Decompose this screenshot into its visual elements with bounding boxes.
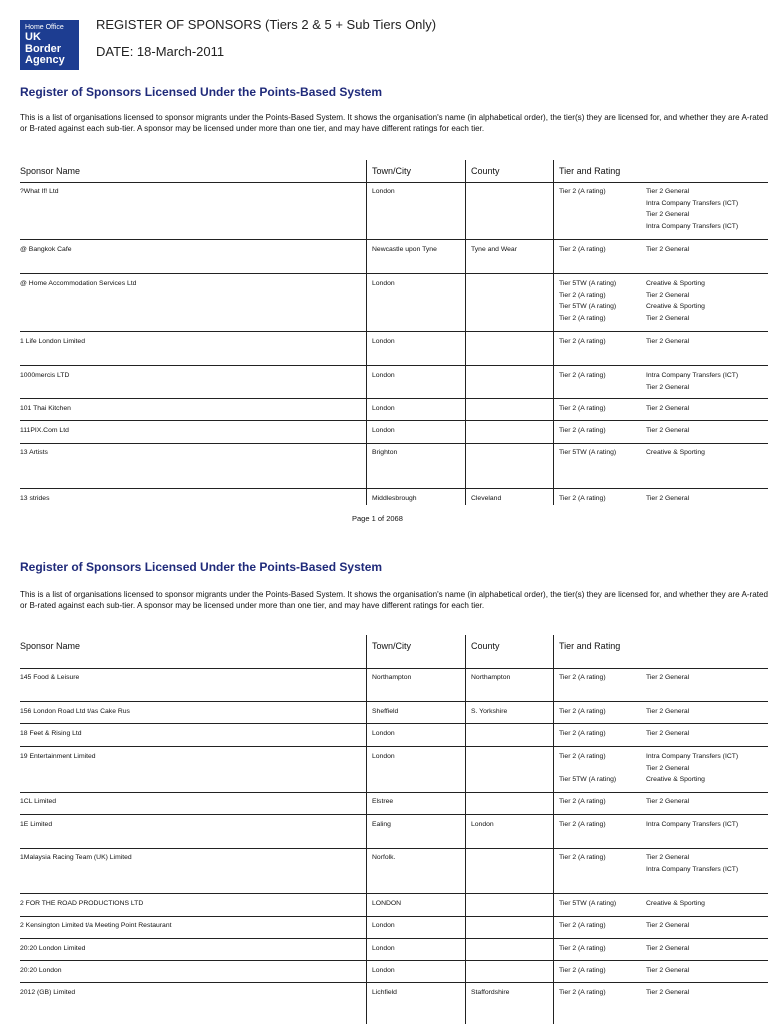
town-city: Elstree xyxy=(372,798,394,805)
column-divider xyxy=(366,635,367,1024)
town-city: Brighton xyxy=(372,449,398,456)
tier-rating: Tier 2 (A rating) xyxy=(559,945,606,952)
tier-rating: Tier 2 (A rating) xyxy=(559,246,606,253)
tier-rating: Tier 2 (A rating) xyxy=(559,821,606,828)
row-divider xyxy=(20,668,768,669)
register-title: REGISTER OF SPONSORS (Tiers 2 & 5 + Sub Tiers Only) xyxy=(96,17,437,32)
sponsor-name: 20:20 London xyxy=(20,967,62,974)
sub-tier: Tier 2 General xyxy=(646,427,690,434)
sponsor-name: @ Bangkok Cafe xyxy=(20,246,72,253)
town-city: London xyxy=(372,280,395,287)
sponsor-name: 111PIX.Com Ltd xyxy=(20,427,69,434)
tier-rating: Tier 2 (A rating) xyxy=(559,188,606,195)
column-header-town-city: Town/City xyxy=(372,641,412,651)
column-header-town-city: Town/City xyxy=(372,166,412,176)
town-city: LONDON xyxy=(372,900,402,907)
column-header-sponsor-name: Sponsor Name xyxy=(20,166,81,176)
sub-tier: Creative & Sporting xyxy=(646,900,705,907)
sponsor-name: 18 Feet & Rising Ltd xyxy=(20,730,82,737)
sponsor-name: 2 FOR THE ROAD PRODUCTIONS LTD xyxy=(20,900,144,907)
tier-rating: Tier 2 (A rating) xyxy=(559,495,606,502)
sub-tier: Tier 2 General xyxy=(646,989,690,996)
sub-tier: Creative & Sporting xyxy=(646,449,705,456)
row-divider xyxy=(20,982,768,983)
row-divider xyxy=(20,792,768,793)
column-divider xyxy=(553,635,554,1024)
sub-tier: Tier 2 General xyxy=(646,798,690,805)
sponsor-name: ?What If! Ltd xyxy=(20,188,59,195)
county: London xyxy=(471,821,494,828)
row-divider xyxy=(20,488,768,489)
town-city: Northampton xyxy=(372,674,412,681)
sponsor-name: 156 London Road Ltd t/as Cake Rus xyxy=(20,708,130,715)
town-city: Ealing xyxy=(372,821,391,828)
sub-tier: Tier 2 General xyxy=(646,405,690,412)
row-divider xyxy=(20,916,768,917)
row-divider xyxy=(20,420,768,421)
row-divider xyxy=(20,746,768,747)
row-divider xyxy=(20,273,768,274)
logo-line-uk-border: UK Border xyxy=(25,31,62,55)
row-divider xyxy=(20,848,768,849)
tier-rating: Tier 2 (A rating) xyxy=(559,967,606,974)
sub-tier: Intra Company Transfers (ICT) xyxy=(646,821,739,828)
tier-rating: Tier 2 (A rating) xyxy=(559,405,606,412)
sponsor-name: 1Malaysia Racing Team (UK) Limited xyxy=(20,854,132,861)
tier-rating: Tier 5TW (A rating) xyxy=(559,449,617,456)
row-divider xyxy=(20,365,768,366)
section-title: Register of Sponsors Licensed Under the Points-Based System xyxy=(20,560,383,574)
county: Cleveland xyxy=(471,495,502,502)
column-header-sponsor-name: Sponsor Name xyxy=(20,641,81,651)
row-divider xyxy=(20,331,768,332)
register-date: DATE: 18-March-2011 xyxy=(96,44,225,59)
sub-tier: Tier 2 General xyxy=(646,246,690,253)
tier-rating: Tier 2 (A rating) xyxy=(559,922,606,929)
column-divider xyxy=(465,160,466,505)
row-divider xyxy=(20,239,768,240)
tier-rating: Tier 2 (A rating) xyxy=(559,338,606,345)
column-header-county: County xyxy=(471,166,500,176)
sub-tier: Tier 2 General xyxy=(646,945,690,952)
sponsor-name: 2012 (GB) Limited xyxy=(20,989,76,996)
sponsor-name: 1E Limited xyxy=(20,821,53,828)
sponsor-name: 20:20 London Limited xyxy=(20,945,86,952)
town-city: London xyxy=(372,945,395,952)
sub-tier: Tier 2 General xyxy=(646,674,690,681)
sub-tier: Intra Company Transfers (ICT) Tier 2 General Creative & Sporting xyxy=(646,753,739,783)
column-header-tier-and-rating: Tier and Rating xyxy=(559,166,621,176)
logo-line-agency: Agency xyxy=(25,54,65,66)
town-city: Middlesbrough xyxy=(372,495,417,502)
column-header-tier-and-rating: Tier and Rating xyxy=(559,641,621,651)
town-city: London xyxy=(372,967,395,974)
town-city: Newcastle upon Tyne xyxy=(372,246,437,253)
row-divider xyxy=(20,398,768,399)
row-divider xyxy=(20,182,768,183)
intro-paragraph: This is a list of organisations licensed to sponsor migrants under the Points-Based System. It shows the organisation's name (in alphabetical order), the tier(s) they are licensed for, and whether they are A-rated or B-rated against each sub-tier. A sponsor may be licensed under more than one tier, and may have different ratings for each tier. xyxy=(20,113,768,134)
sub-tier: Tier 2 General xyxy=(646,730,690,737)
logo-line-home-office: Home Office xyxy=(25,24,64,31)
sponsor-name: 13 strides xyxy=(20,495,50,502)
town-city: London xyxy=(372,922,395,929)
row-divider xyxy=(20,938,768,939)
sub-tier: Tier 2 General xyxy=(646,338,690,345)
sub-tier: Tier 2 General xyxy=(646,922,690,929)
tier-rating: Tier 2 (A rating) xyxy=(559,708,606,715)
sponsor-name: 19 Entertainment Limited xyxy=(20,753,96,760)
row-divider xyxy=(20,960,768,961)
tier-rating: Tier 2 (A rating) xyxy=(559,372,606,379)
tier-rating: Tier 5TW (A rating) Tier 2 (A rating) Tier 5TW (A rating) Tier 2 (A rating) xyxy=(559,280,617,322)
sub-tier: Tier 2 General Intra Company Transfers (ICT) Tier 2 General Intra Company Transfers (ICT) xyxy=(646,188,739,230)
town-city: Norfolk. xyxy=(372,854,396,861)
county: Staffordshire xyxy=(471,989,510,996)
sponsor-name: 1CL Limited xyxy=(20,798,57,805)
column-divider xyxy=(465,635,466,1024)
tier-rating: Tier 2 (A rating) xyxy=(559,854,606,861)
sub-tier: Tier 2 General xyxy=(646,708,690,715)
page-number: Page 1 of 2068 xyxy=(352,514,403,523)
sub-tier: Tier 2 General xyxy=(646,495,690,502)
intro-paragraph: This is a list of organisations licensed to sponsor migrants under the Points-Based System. It shows the organisation's name (in alphabetical order), the tier(s) they are licensed for, and whether they are A-rated or B-rated against each sub-tier. A sponsor may be licensed under more than one tier, and may have different ratings for each tier. xyxy=(20,590,768,611)
town-city: London xyxy=(372,372,395,379)
county: S. Yorkshire xyxy=(471,708,508,715)
county: Tyne and Wear xyxy=(471,246,517,253)
uk-border-agency-logo xyxy=(20,20,79,70)
town-city: London xyxy=(372,405,395,412)
sponsor-name: @ Home Accommodation Services Ltd xyxy=(20,280,137,287)
tier-rating: Tier 2 (A rating) xyxy=(559,730,606,737)
tier-rating: Tier 2 (A rating) xyxy=(559,798,606,805)
column-divider xyxy=(553,160,554,505)
town-city: Lichfield xyxy=(372,989,397,996)
county: Northampton xyxy=(471,674,511,681)
column-divider xyxy=(366,160,367,505)
sub-tier: Intra Company Transfers (ICT) Tier 2 General xyxy=(646,372,739,391)
town-city: London xyxy=(372,338,395,345)
sponsor-name: 1000mercis LTD xyxy=(20,372,70,379)
town-city: London xyxy=(372,188,395,195)
row-divider xyxy=(20,814,768,815)
sponsor-name: 101 Thai Kitchen xyxy=(20,405,71,412)
tier-rating: Tier 2 (A rating) xyxy=(559,674,606,681)
sub-tier: Creative & Sporting Tier 2 General Creative & Sporting Tier 2 General xyxy=(646,280,705,322)
sponsor-name: 145 Food & Leisure xyxy=(20,674,80,681)
tier-rating: Tier 5TW (A rating) xyxy=(559,900,617,907)
town-city: London xyxy=(372,427,395,434)
sponsor-name: 13 Artists xyxy=(20,449,48,456)
row-divider xyxy=(20,443,768,444)
sponsor-name: 2 Kensington Limited t/a Meeting Point Restaurant xyxy=(20,922,172,929)
row-divider xyxy=(20,701,768,702)
town-city: London xyxy=(372,753,395,760)
sub-tier: Tier 2 General xyxy=(646,967,690,974)
tier-rating: Tier 2 (A rating) xyxy=(559,989,606,996)
town-city: Sheffield xyxy=(372,708,399,715)
row-divider xyxy=(20,893,768,894)
sponsor-name: 1 Life London Limited xyxy=(20,338,85,345)
tier-rating: Tier 2 (A rating) Tier 5TW (A rating) xyxy=(559,753,617,783)
column-header-county: County xyxy=(471,641,500,651)
row-divider xyxy=(20,723,768,724)
sub-tier: Tier 2 General Intra Company Transfers (ICT) xyxy=(646,854,739,873)
town-city: London xyxy=(372,730,395,737)
tier-rating: Tier 2 (A rating) xyxy=(559,427,606,434)
section-title: Register of Sponsors Licensed Under the Points-Based System xyxy=(20,85,383,99)
